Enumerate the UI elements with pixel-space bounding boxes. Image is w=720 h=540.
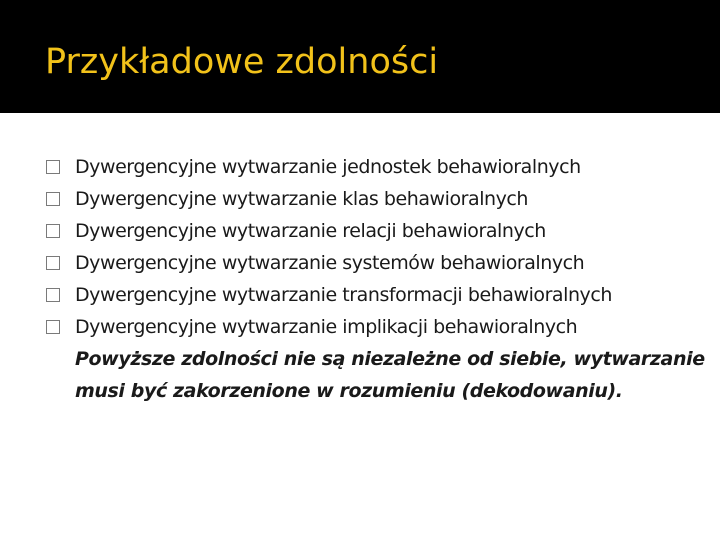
checkbox-bullet-icon [46, 160, 60, 174]
checkbox-bullet-icon [46, 256, 60, 270]
bullet-item [46, 279, 711, 311]
bullet-text: Dywergencyjne wytwarzanie implikacji behawioralnych [75, 316, 578, 338]
bullet-item [46, 151, 711, 183]
note-text: Powyższe zdolności nie są niezależne od siebie, wytwarzanie musi być zakorzenione w rozumieniu (dekodowaniu). [75, 348, 705, 402]
bullet-text: Dywergencyjne wytwarzanie transformacji behawioralnych [75, 284, 612, 306]
content-area [46, 151, 711, 407]
bullet-item [46, 183, 711, 215]
bullet-item [46, 247, 711, 279]
checkbox-bullet-icon [46, 224, 60, 238]
title-bar [0, 0, 720, 113]
checkbox-bullet-icon [46, 192, 60, 206]
bullet-item [46, 215, 711, 247]
slide-title: Przykładowe zdolności [45, 42, 439, 82]
bullet-text: Dywergencyjne wytwarzanie jednostek behawioralnych [75, 156, 581, 178]
checkbox-bullet-icon [46, 320, 60, 334]
bullet-text: Dywergencyjne wytwarzanie klas behawioralnych [75, 188, 529, 210]
bullet-text: Dywergencyjne wytwarzanie systemów behawioralnych [75, 252, 585, 274]
checkbox-bullet-icon [46, 288, 60, 302]
bullet-text: Dywergencyjne wytwarzanie relacji behawioralnych [75, 220, 546, 242]
bullet-item [46, 311, 711, 343]
